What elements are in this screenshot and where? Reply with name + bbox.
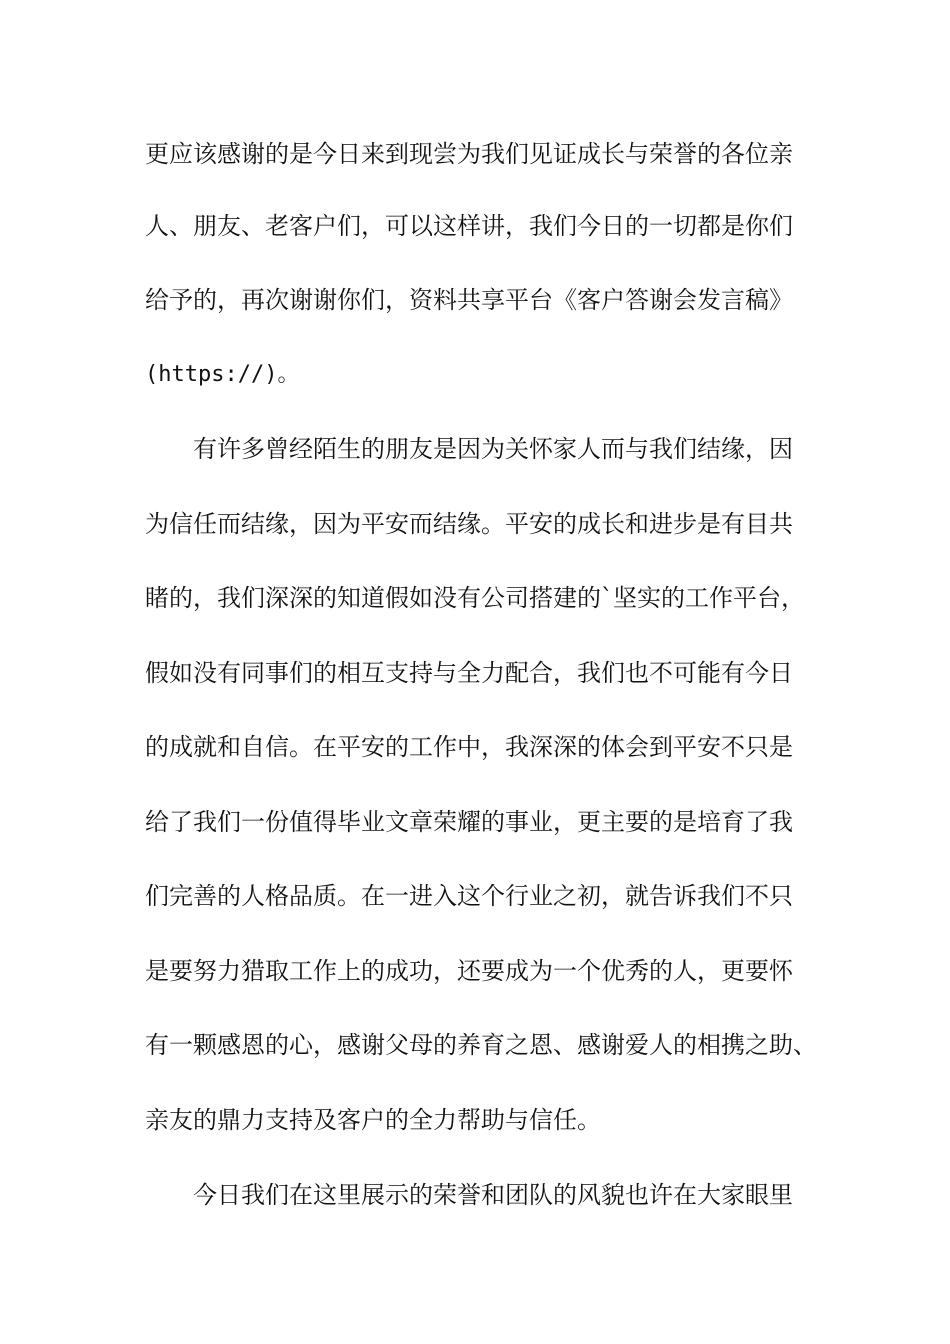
text-line: 今日我们在这里展示的荣誉和团队的风貌也许在大家眼里 — [193, 1181, 793, 1209]
text-line: 亲友的鼎力支持及客户的全力帮助与信任。 — [145, 1106, 601, 1134]
text-line: 们完善的人格品质。在一进入这个行业之初，就告诉我们不只 — [145, 882, 793, 910]
text-line: 为信任而结缘，因为平安而结缘。平安的成长和进步是有目共 — [145, 510, 793, 538]
text-line: 假如没有同事们的相互支持与全力配合，我们也不可能有今日 — [145, 659, 793, 687]
text-line: 有一颗感恩的心，感谢父母的养育之恩、感谢爱人的相携之助、 — [145, 1031, 817, 1059]
text-line: 睹的，我们深深的知道假如没有公司搭建的`坚实的工作平台， — [145, 584, 805, 612]
text-line: 人、朋友、老客户们，可以这样讲，我们今日的一切都是你们 — [145, 212, 793, 240]
text-line: 是要努力猎取工作上的成功，还要成为一个优秀的人，更要怀 — [145, 957, 793, 985]
text-line: 的成就和自信。在平安的工作中，我深深的体会到平安不只是 — [145, 733, 793, 761]
text-line: 给了我们一份值得毕业文章荣耀的事业，更主要的是培育了我 — [145, 808, 793, 836]
text-line: 更应该感谢的是今日来到现尝为我们见证成长与荣誉的各位亲 — [145, 140, 793, 168]
text-line: 给予的，再次谢谢你们，资料共享平台《客户答谢会发言稿》 — [145, 286, 793, 314]
text-line: 有许多曾经陌生的朋友是因为关怀家人而与我们结缘，因 — [193, 435, 793, 463]
text-line: (https://)。 — [145, 362, 300, 387]
